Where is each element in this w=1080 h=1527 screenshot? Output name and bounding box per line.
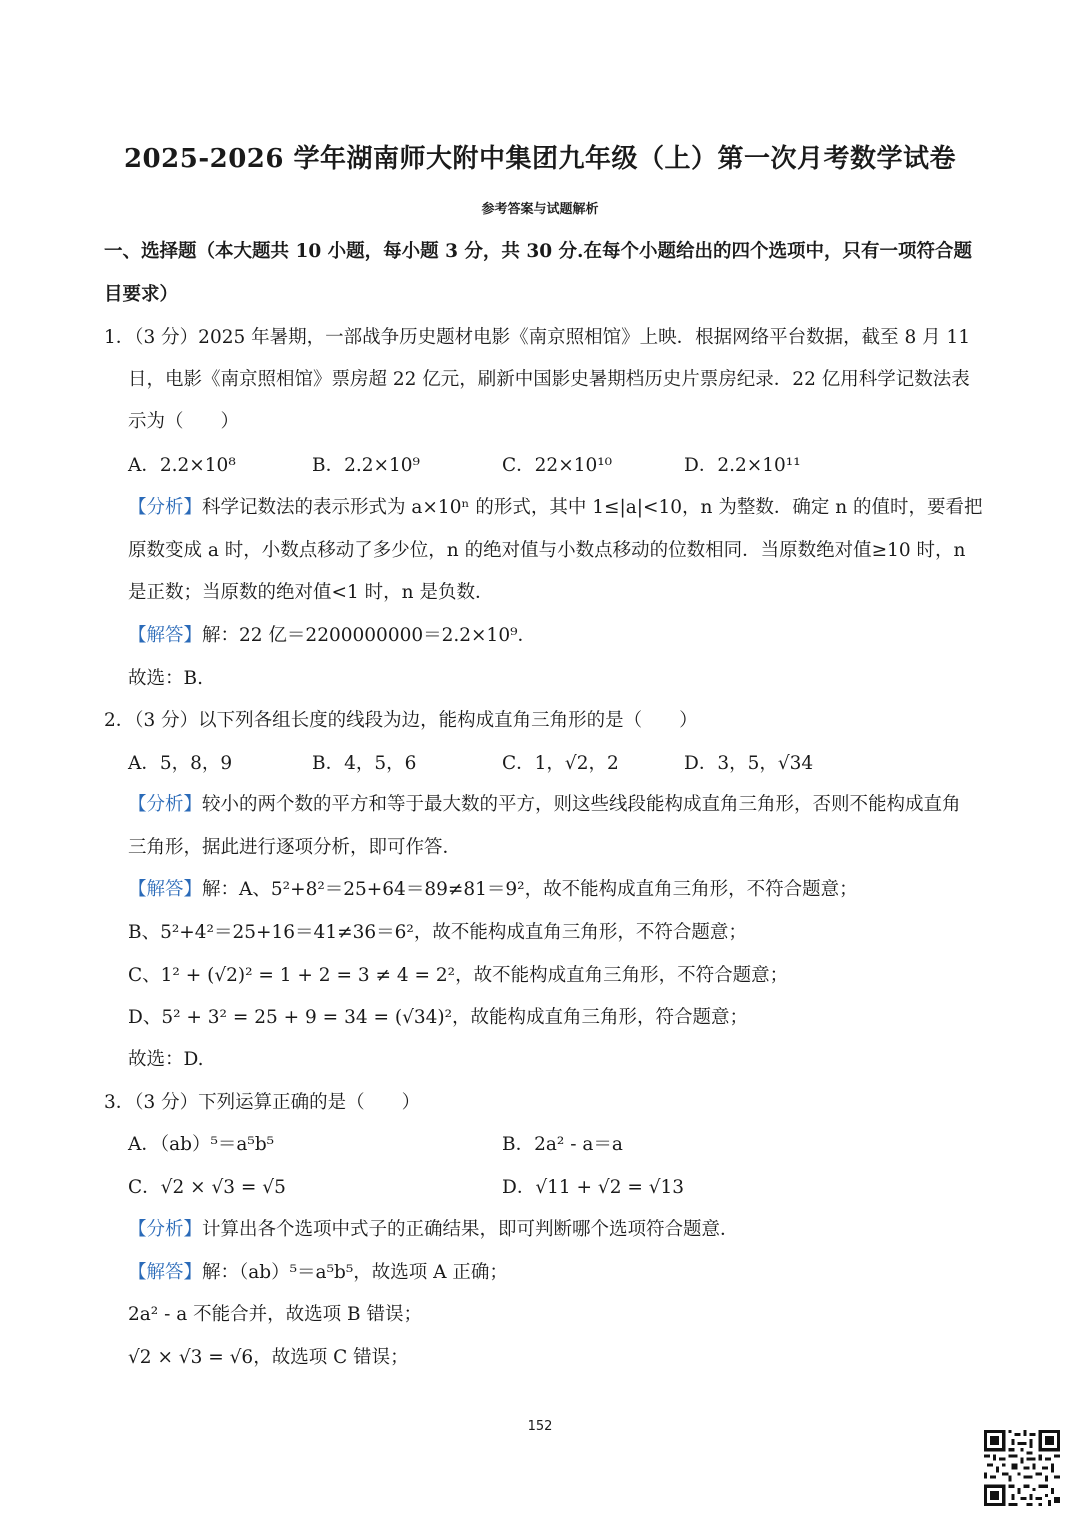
qr-code-icon: [984, 1430, 1060, 1506]
q3-analysis-text-1: 计算出各个选项中式子的正确结果，即可判断哪个选项符合题意．: [202, 1219, 739, 1240]
q3-option-b: B．2a² - a＝a: [502, 1134, 623, 1155]
q2-stem-line-1: 2．（3 分）以下列各组长度的线段为边，能构成直角三角形的是（ ）: [104, 710, 698, 731]
q2-option-b: B．4，5，6: [312, 753, 417, 774]
page-subtitle: 参考答案与试题解析: [481, 202, 599, 217]
page-title: 2025-2026 学年湖南师大附中集团九年级（上）第一次月考数学试卷: [123, 144, 957, 174]
q3-answer-line-1: [128, 1258, 508, 1284]
analysis-tag: 【分析】: [128, 794, 203, 815]
q3-option-a: A．（ab）⁵＝a⁵b⁵: [128, 1134, 275, 1155]
q1-option-b: B．2.2×10⁹: [312, 455, 420, 476]
q1-option-a: A．2.2×10⁸: [128, 455, 236, 476]
analysis-tag: 【分析】: [128, 497, 203, 518]
q1-analysis-line-1: [128, 493, 983, 519]
q1-option-d: D．2.2×10¹¹: [684, 455, 801, 476]
q2-answer-line-1: [128, 875, 858, 901]
q1-answer-text-1: 解：22 亿＝2200000000＝2.2×10⁹．: [202, 625, 537, 646]
q1-answer-line-1: [128, 621, 536, 647]
q3-answer-line-3: √2 × √3 = √6，故选项 C 错误；: [128, 1347, 409, 1368]
q3-option-c: C．√2 × √3 = √5: [128, 1177, 286, 1198]
q2-answer-line-4: D、5² + 3² = 25 + 9 = 34 = (√34)²，故能构成直角三角形，符合题意；: [128, 1007, 749, 1028]
answer-tag: 【解答】: [128, 879, 203, 900]
q3-answer-line-2: 2a² - a 不能合并，故选项 B 错误；: [128, 1304, 422, 1325]
q2-option-d: D．3，5，√34: [684, 753, 814, 774]
q3-stem-line-1: 3．（3 分）下列运算正确的是（ ）: [104, 1092, 421, 1113]
q2-answer-text-1: 解：A、5²+8²＝25+64＝89≠81＝9²，故不能构成直角三角形，不符合题意；: [202, 879, 858, 900]
q1-analysis-text-1: 科学记数法的表示形式为 a×10ⁿ 的形式，其中 1≤|a|<10，n 为整数．确定 n 的值时，要看把: [202, 497, 983, 518]
q3-option-d: D．√11 + √2 = √13: [502, 1177, 685, 1198]
analysis-tag: 【分析】: [128, 1219, 203, 1240]
q2-analysis-text-1: 较小的两个数的平方和等于最大数的平方，则这些线段能构成直角三角形，否则不能构成直角: [202, 794, 961, 815]
section-header-line-1: 一、选择题（本大题共 10 小题，每小题 3 分，共 30 分.在每个小题给出的四个选项中，只有一项符合题: [104, 241, 972, 262]
q3-analysis-line-1: [128, 1215, 739, 1241]
q2-option-a: A．5，8，9: [128, 753, 233, 774]
answer-tag: 【解答】: [128, 625, 203, 646]
q2-answer-line-2: B、5²+4²＝25+16＝41≠36＝6²，故不能构成直角三角形，不符合题意；: [128, 922, 747, 943]
q1-stem-line-3: 示为（ ）: [128, 411, 240, 432]
q1-option-c: C．22×10¹⁰: [502, 455, 613, 476]
page-number: 152: [527, 1419, 553, 1434]
q2-option-c: C．1，√2，2: [502, 753, 619, 774]
q1-choice: 故选：B.: [128, 668, 203, 689]
q3-answer-text-1: 解：（ab）⁵＝a⁵b⁵，故选项 A 正确；: [202, 1262, 508, 1283]
q1-stem-line-1: 1．（3 分）2025 年暑期，一部战争历史题材电影《南京照相馆》上映．根据网络平台数据，截至 8 月 11: [104, 327, 971, 348]
q2-analysis-line-1: [128, 790, 961, 816]
q2-choice: 故选：D.: [128, 1049, 204, 1070]
q2-answer-line-3: C、1² + (√2)² = 1 + 2 = 3 ≠ 4 = 2²，故不能构成直角三角形，不符合题意；: [128, 965, 789, 986]
section-header-line-2: 目要求）: [104, 284, 179, 305]
answer-tag: 【解答】: [128, 1262, 203, 1283]
q2-analysis-line-2: 三角形，据此进行逐项分析，即可作答．: [128, 837, 462, 858]
q1-analysis-line-2: 原数变成 a 时，小数点移动了多少位，n 的绝对值与小数点移动的位数相同．当原数绝对值≥10 时，n: [128, 540, 966, 561]
q1-stem-line-2: 日，电影《南京照相馆》票房超 22 亿元，刷新中国影史暑期档历史片票房纪录．22 亿用科学记数法表: [128, 369, 970, 390]
q1-analysis-line-3: 是正数；当原数的绝对值<1 时，n 是负数．: [128, 582, 494, 603]
